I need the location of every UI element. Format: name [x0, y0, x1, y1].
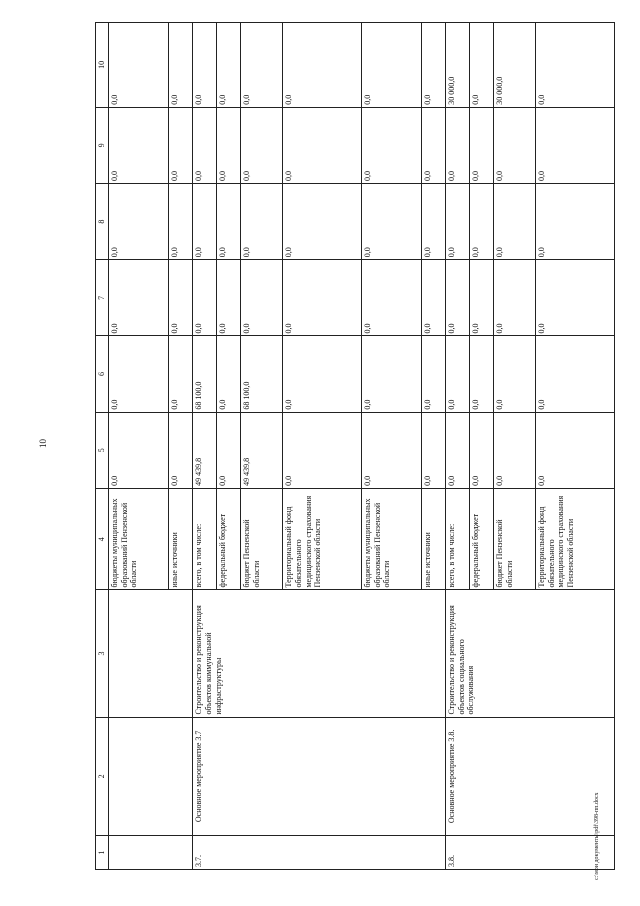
event-description-cell: Строительство и реконструкция объектов социального обслуживания [446, 590, 615, 717]
funding-source-cell: Территориальный фонд обязательного медицинского страхования Пензенской области [536, 488, 615, 590]
amount-cell: 0,0 [470, 184, 494, 260]
amount-cell: 0,0 [361, 107, 421, 183]
amount-cell: 0,0 [446, 260, 470, 336]
amount-cell: 0,0 [536, 412, 615, 488]
amount-cell: 0,0 [169, 23, 193, 108]
column-number-2: 2 [96, 717, 109, 836]
amount-cell: 0,0 [283, 184, 362, 260]
amount-cell: 0,0 [169, 184, 193, 260]
funding-source-cell: бюджеты муниципальных образований Пензенской области [361, 488, 421, 590]
amount-cell: 68 100,0 [193, 336, 217, 412]
amount-cell: 0,0 [361, 23, 421, 108]
amount-cell: 0,0 [217, 260, 241, 336]
amount-cell: 0,0 [193, 184, 217, 260]
funding-source-cell: иные источники [169, 488, 193, 590]
table-row [109, 23, 169, 870]
amount-cell: 0,0 [536, 184, 615, 260]
column-number-3: 3 [96, 590, 109, 717]
amount-cell: 0,0 [109, 260, 169, 336]
event-title-cell: Основное мероприятие 3.7 [193, 717, 446, 836]
amount-cell: 0,0 [422, 23, 446, 108]
page-number: 10 [38, 439, 48, 448]
amount-cell: 0,0 [470, 260, 494, 336]
amount-cell: 0,0 [109, 336, 169, 412]
amount-cell: 0,0 [536, 260, 615, 336]
amount-cell: 0,0 [193, 23, 217, 108]
event-code-cell: 3.7. [193, 836, 446, 870]
amount-cell: 0,0 [283, 107, 362, 183]
amount-cell: 0,0 [217, 23, 241, 108]
amount-cell: 0,0 [241, 260, 283, 336]
amount-cell: 0,0 [422, 412, 446, 488]
column-number-1: 1 [96, 836, 109, 870]
amount-cell: 0,0 [494, 107, 536, 183]
amount-cell: 0,0 [446, 336, 470, 412]
continued-event-cell [109, 717, 193, 836]
amount-cell: 0,0 [193, 107, 217, 183]
amount-cell: 49 439,8 [241, 412, 283, 488]
amount-cell: 0,0 [536, 23, 615, 108]
event-description-cell: Строительство и реконструкция объектов коммунальной инфраструктуры [193, 590, 446, 717]
column-number-10: 10 [96, 23, 109, 108]
amount-cell: 0,0 [494, 260, 536, 336]
funding-source-cell: Территориальный фонд обязательного медицинского страхования Пензенской области [283, 488, 362, 590]
funding-source-cell: всего, в том числе: [446, 488, 470, 590]
amount-cell: 0,0 [494, 336, 536, 412]
continued-code-cell [109, 836, 193, 870]
amount-cell: 0,0 [361, 412, 421, 488]
amount-cell: 0,0 [109, 23, 169, 108]
funding-source-cell: бюджеты муниципальных образований Пензенской области [109, 488, 169, 590]
amount-cell: 0,0 [361, 336, 421, 412]
amount-cell: 0,0 [470, 23, 494, 108]
amount-cell: 0,0 [446, 184, 470, 260]
column-number-8: 8 [96, 184, 109, 260]
amount-cell: 0,0 [446, 412, 470, 488]
funding-table [95, 22, 615, 870]
funding-source-cell: федеральный бюджет [470, 488, 494, 590]
column-number-5: 5 [96, 412, 109, 488]
amount-cell: 0,0 [494, 184, 536, 260]
amount-cell: 0,0 [217, 412, 241, 488]
amount-cell: 0,0 [283, 23, 362, 108]
amount-cell: 0,0 [536, 107, 615, 183]
rotated-table-area [95, 22, 615, 870]
continued-name-cell [109, 590, 193, 717]
column-number-7: 7 [96, 260, 109, 336]
amount-cell: 0,0 [109, 412, 169, 488]
amount-cell: 0,0 [283, 412, 362, 488]
amount-cell: 0,0 [217, 336, 241, 412]
event-title-cell: Основное мероприятие 3.8. [446, 717, 615, 836]
column-number-6: 6 [96, 336, 109, 412]
amount-cell: 0,0 [241, 184, 283, 260]
amount-cell: 0,0 [446, 107, 470, 183]
amount-cell: 0,0 [283, 336, 362, 412]
footer-file-path: c:\мои документы\pdf\398-пп.docx [594, 792, 600, 880]
amount-cell: 0,0 [361, 260, 421, 336]
amount-cell: 0,0 [109, 184, 169, 260]
amount-cell: 0,0 [217, 184, 241, 260]
funding-source-cell: бюджет Пензенской области [241, 488, 283, 590]
amount-cell: 0,0 [470, 107, 494, 183]
amount-cell: 0,0 [241, 23, 283, 108]
column-number-9: 9 [96, 107, 109, 183]
amount-cell: 68 100,0 [241, 336, 283, 412]
amount-cell: 0,0 [217, 107, 241, 183]
amount-cell: 0,0 [422, 107, 446, 183]
table-row [446, 23, 470, 870]
table-row [193, 23, 217, 870]
amount-cell: 0,0 [283, 260, 362, 336]
amount-cell: 0,0 [422, 260, 446, 336]
amount-cell: 0,0 [169, 260, 193, 336]
amount-cell: 0,0 [169, 412, 193, 488]
event-code-cell: 3.8. [446, 836, 615, 870]
column-number-row [96, 23, 109, 870]
funding-source-cell: всего, в том числе: [193, 488, 217, 590]
amount-cell: 30 000,0 [446, 23, 470, 108]
funding-source-cell: иные источники [422, 488, 446, 590]
funding-source-cell: федеральный бюджет [217, 488, 241, 590]
amount-cell: 0,0 [361, 184, 421, 260]
amount-cell: 0,0 [422, 184, 446, 260]
amount-cell: 0,0 [193, 260, 217, 336]
amount-cell: 49 439,8 [193, 412, 217, 488]
column-number-4: 4 [96, 488, 109, 590]
amount-cell: 0,0 [494, 412, 536, 488]
amount-cell: 0,0 [169, 107, 193, 183]
amount-cell: 0,0 [470, 412, 494, 488]
amount-cell: 0,0 [169, 336, 193, 412]
funding-source-cell: бюджет Пензенской области [494, 488, 536, 590]
amount-cell: 0,0 [422, 336, 446, 412]
amount-cell: 30 000,0 [494, 23, 536, 108]
amount-cell: 0,0 [241, 107, 283, 183]
amount-cell: 0,0 [109, 107, 169, 183]
amount-cell: 0,0 [470, 336, 494, 412]
table-body [109, 23, 615, 870]
amount-cell: 0,0 [536, 336, 615, 412]
